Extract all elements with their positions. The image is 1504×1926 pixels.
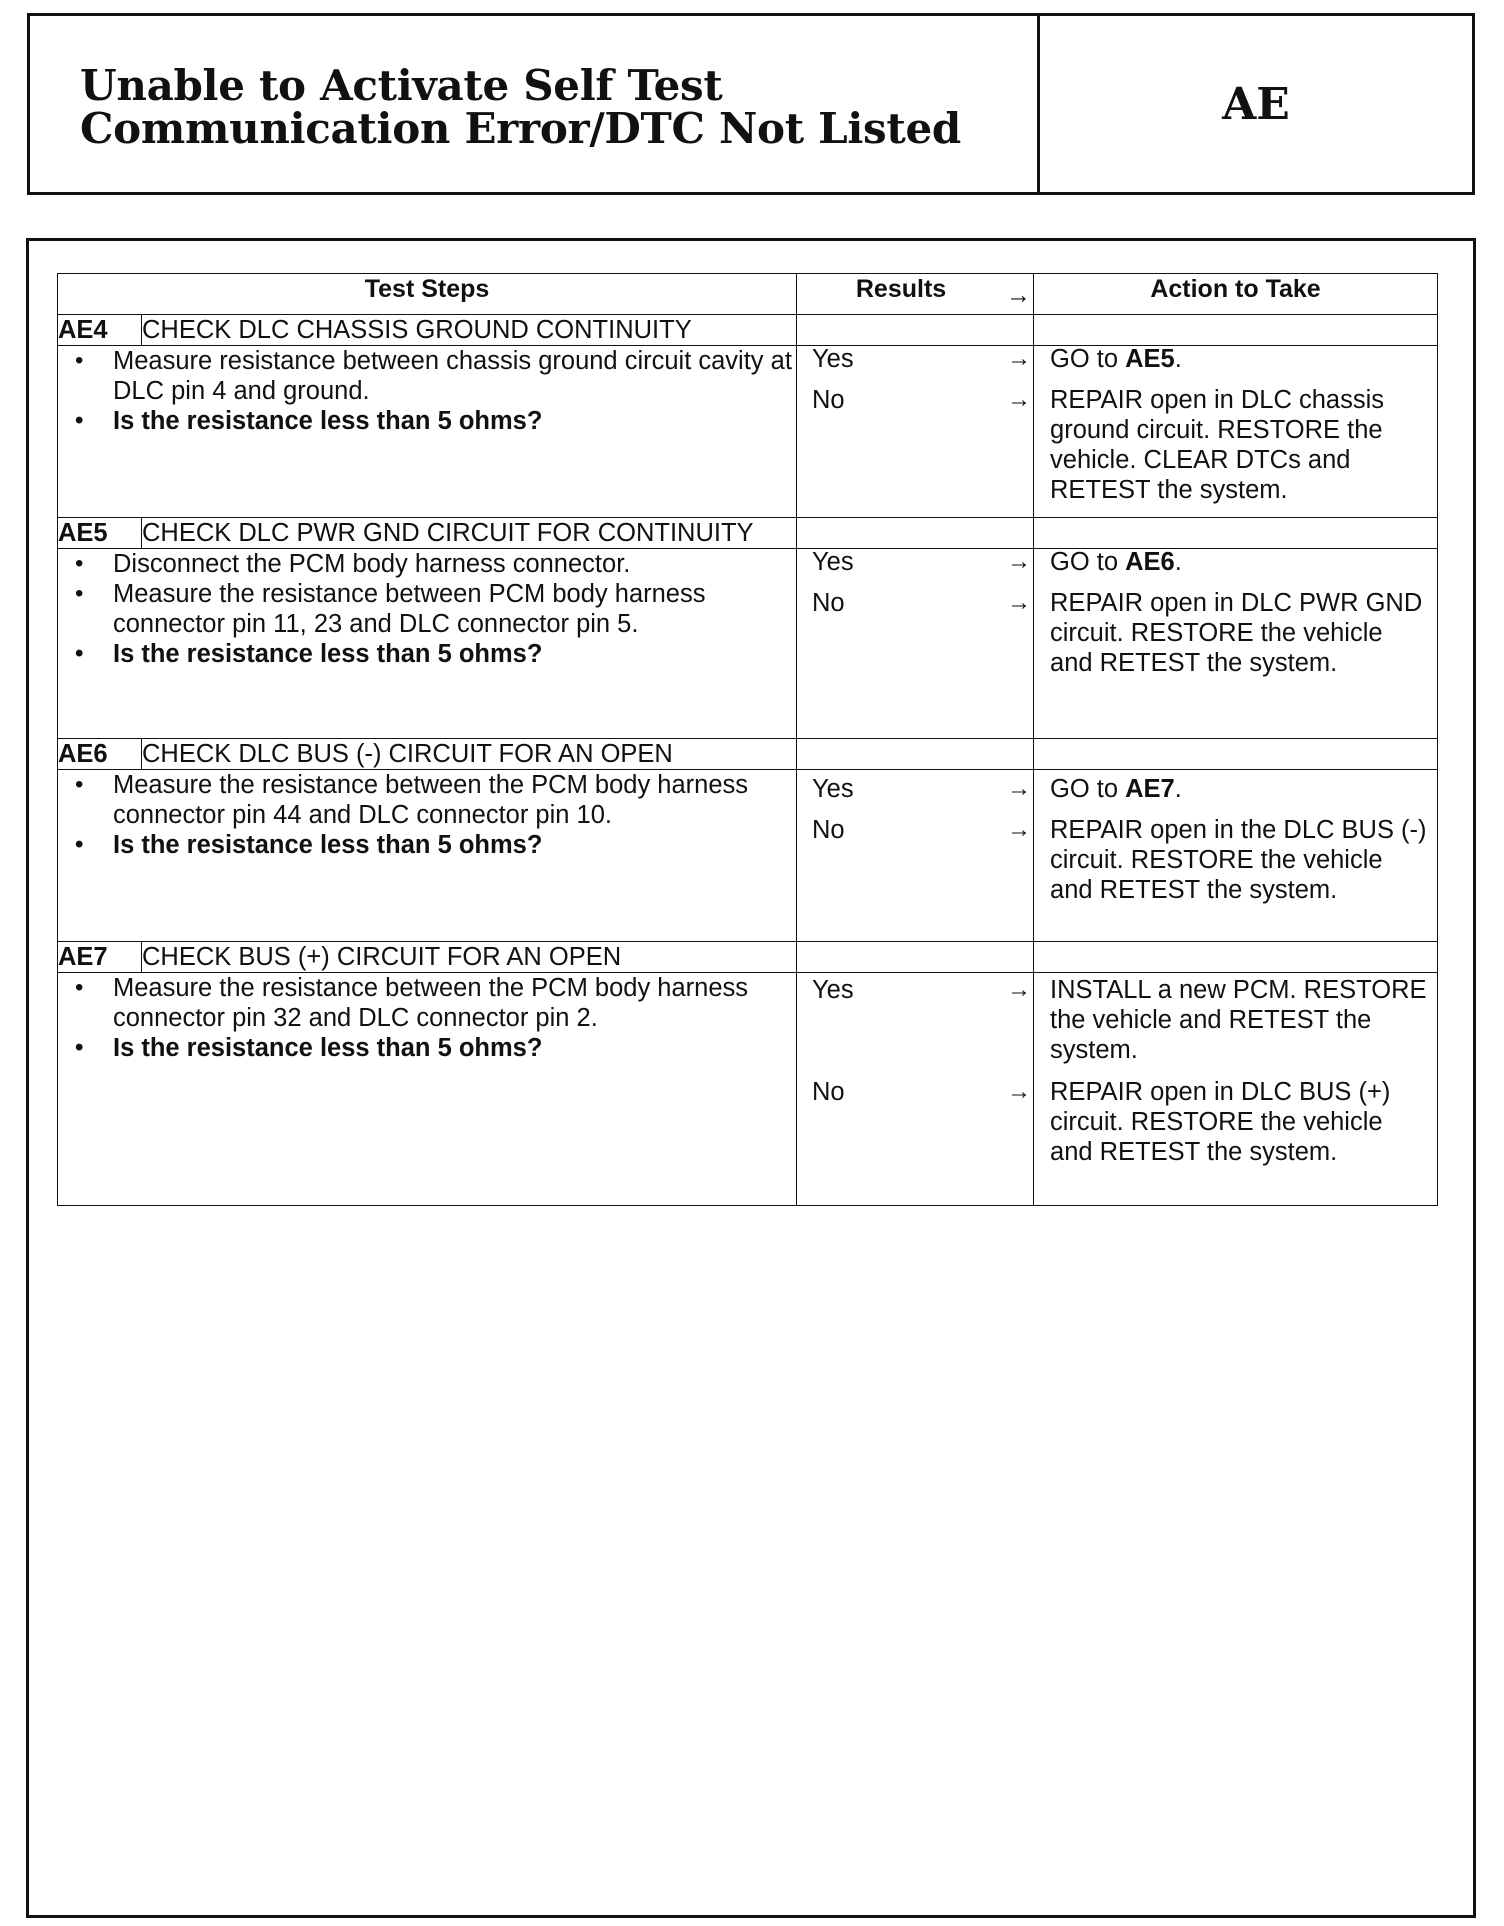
action-yes <box>1050 344 1431 374</box>
results-spacer <box>797 739 1034 770</box>
action-text: GO to <box>1050 775 1126 803</box>
action-step-ref: AE5 <box>1125 345 1175 373</box>
action-suffix: . <box>1174 775 1182 803</box>
action-yes <box>1050 547 1431 577</box>
action-yes: INSTALL a new PCM. RESTORE the vehicle and RETEST the system. <box>1050 976 1427 1064</box>
action-spacer <box>1034 518 1438 549</box>
result-yes: Yes <box>812 775 854 803</box>
results-spacer <box>797 518 1034 549</box>
result-no: No <box>812 816 845 844</box>
instruction-item: • Measure the resistance between PCM body harness connector pin 11, 23 and DLC connector pin 5. <box>58 579 796 639</box>
arrow-right-icon: → <box>1007 976 1032 1003</box>
title-line-2: Communication Error/DTC Not Listed <box>80 104 961 153</box>
step-title-row <box>58 518 1438 549</box>
action-no: REPAIR open in DLC BUS (+) circuit. RESTORE the vehicle and RETEST the system. <box>1050 1078 1391 1166</box>
step-actions <box>1034 549 1438 739</box>
step-title: CHECK DLC BUS (-) CIRCUIT FOR AN OPEN <box>142 739 797 770</box>
step-title: CHECK BUS (+) CIRCUIT FOR AN OPEN <box>142 942 797 973</box>
question-item: • Is the resistance less than 5 ohms? <box>58 639 796 669</box>
action-yes <box>1050 774 1431 804</box>
step-code: AE4 <box>58 315 142 346</box>
step-instructions <box>58 549 797 739</box>
arrow-right-icon: → <box>1007 816 1032 843</box>
arrow-right-icon: → <box>1007 548 1032 575</box>
arrow-right-icon: → <box>1007 345 1032 372</box>
step-actions <box>1034 770 1438 942</box>
arrow-right-icon: → <box>1007 589 1032 616</box>
step-body-row <box>58 549 1438 739</box>
step-body-row <box>58 770 1438 942</box>
step-instructions <box>58 973 797 1206</box>
header-test-steps: Test Steps <box>58 274 797 315</box>
step-body-row <box>58 973 1438 1206</box>
question-item: • Is the resistance less than 5 ohms? <box>58 1033 796 1063</box>
action-suffix: . <box>1174 345 1182 373</box>
action-text: GO to <box>1050 345 1126 373</box>
instruction-item: • Measure resistance between chassis ground circuit cavity at DLC pin 4 and ground. <box>58 346 796 406</box>
results-spacer <box>797 942 1034 973</box>
step-actions <box>1034 346 1438 518</box>
step-body-row <box>58 346 1438 518</box>
result-yes: Yes <box>812 548 854 576</box>
section-code: AE <box>1222 78 1290 130</box>
header-results-label: Results <box>855 275 947 303</box>
result-yes: Yes <box>812 345 854 373</box>
question-item: • Is the resistance less than 5 ohms? <box>58 830 796 860</box>
title-line-1: Unable to Activate Self Test <box>80 61 723 110</box>
step-title: CHECK DLC PWR GND CIRCUIT FOR CONTINUITY <box>142 518 797 549</box>
action-step-ref: AE6 <box>1125 548 1175 576</box>
action-no: REPAIR open in the DLC BUS (-) circuit. RESTORE the vehicle and RETEST the system. <box>1050 816 1427 904</box>
action-no: REPAIR open in DLC PWR GND circuit. RESTORE the vehicle and RETEST the system. <box>1050 589 1423 677</box>
action-step-ref: AE7 <box>1125 775 1175 803</box>
test-steps-table <box>57 273 1438 1206</box>
step-code: AE7 <box>58 942 142 973</box>
action-spacer <box>1034 315 1438 346</box>
step-title-row <box>58 739 1438 770</box>
result-no: No <box>812 589 845 617</box>
arrow-right-icon: → <box>1007 1078 1032 1105</box>
action-suffix: . <box>1174 548 1182 576</box>
arrow-right-icon: → <box>1006 281 1032 309</box>
instruction-item: • Measure the resistance between the PCM body harness connector pin 44 and DLC connector pin 10. <box>58 770 796 830</box>
instruction-item: • Disconnect the PCM body harness connector. <box>58 549 796 579</box>
page-title <box>30 16 1040 192</box>
result-no: No <box>812 1078 845 1106</box>
step-title-row <box>58 942 1438 973</box>
instruction-item: • Measure the resistance between the PCM body harness connector pin 32 and DLC connector pin 2. <box>58 973 796 1033</box>
step-results <box>797 346 1034 518</box>
step-code: AE6 <box>58 739 142 770</box>
step-code: AE5 <box>58 518 142 549</box>
arrow-right-icon: → <box>1007 775 1032 802</box>
step-instructions <box>58 346 797 518</box>
step-instructions <box>58 770 797 942</box>
action-no: REPAIR open in DLC chassis ground circuit. RESTORE the vehicle. CLEAR DTCs and RETEST the system. <box>1050 386 1385 504</box>
action-text: GO to <box>1050 548 1126 576</box>
action-spacer <box>1034 739 1438 770</box>
results-spacer <box>797 315 1034 346</box>
arrow-right-icon: → <box>1007 386 1032 413</box>
step-actions <box>1034 973 1438 1206</box>
result-no: No <box>812 386 845 414</box>
result-yes: Yes <box>812 976 854 1004</box>
step-results <box>797 770 1034 942</box>
step-results <box>797 549 1034 739</box>
step-title-row <box>58 315 1438 346</box>
header-action: Action to Take <box>1034 274 1438 315</box>
page-header <box>27 13 1475 195</box>
table-header-row <box>58 274 1438 315</box>
step-title: CHECK DLC CHASSIS GROUND CONTINUITY <box>142 315 797 346</box>
question-item: • Is the resistance less than 5 ohms? <box>58 406 796 436</box>
step-results <box>797 973 1034 1206</box>
header-results <box>797 274 1034 315</box>
action-spacer <box>1034 942 1438 973</box>
